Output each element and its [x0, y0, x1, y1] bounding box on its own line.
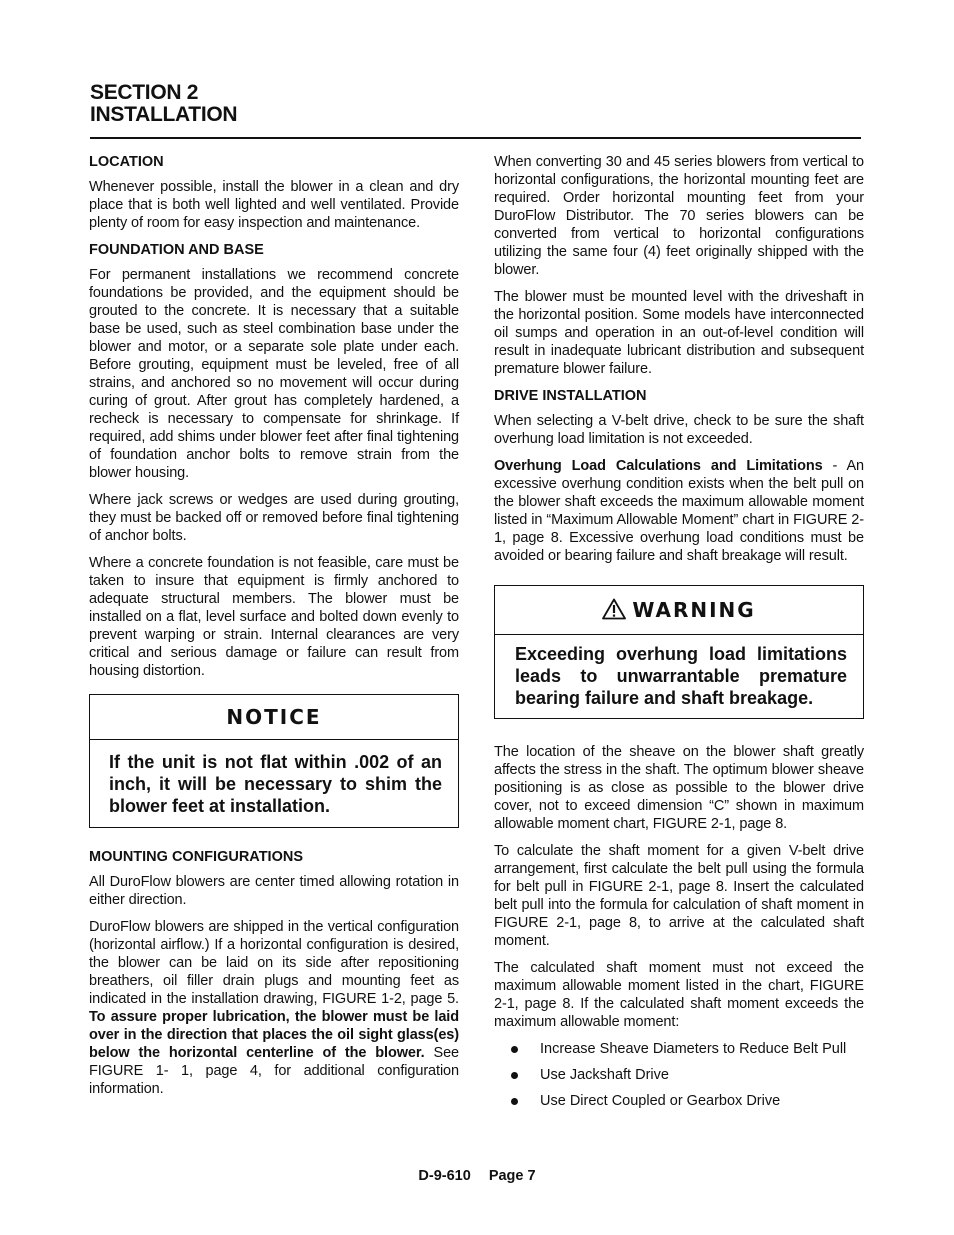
mounting-heading: MOUNTING CONFIGURATIONS [89, 849, 303, 865]
warning-triangle-icon [602, 589, 626, 637]
header-rule [90, 137, 861, 139]
drive-paragraph-1: When selecting a V-belt drive, check to be sure the shaft overhung load limitation is not exceeded. [494, 413, 864, 447]
warning-box [494, 585, 864, 719]
list-item: Use Jackshaft Drive [494, 1066, 864, 1084]
bullet-icon [511, 1072, 518, 1079]
notice-box [89, 694, 459, 828]
foundation-paragraph-3: Where a concrete foundation is not feasible, care must be taken to insure that equipment is firmly anchored to adequate structural members. The blower must be installed on a flat, level surface and bolted down evenly to prevent warping or strain. Internal clearances are very critical and serious damage or failure can result from housing distortion. [89, 555, 459, 679]
bullet-icon [511, 1098, 518, 1105]
sheave-paragraph-3: The calculated shaft moment must not exceed the maximum allowable moment listed in the chart, FIGURE 2-1, page 8. If the calculated shaft moment exceeds the maximum allowable moment: [494, 960, 864, 1030]
warning-body: Exceeding overhung load limitations leads to unwarrantable premature bearing failure and shaft breakage. [515, 644, 847, 708]
right-column [494, 153, 864, 1118]
location-heading: LOCATION [89, 154, 164, 170]
page-number: Page 7 [488, 1168, 536, 1184]
sheave-paragraph-1: The location of the sheave on the blower shaft greatly affects the stress in the shaft. The optimum blower sheave positioning is as close as possible to the blower drive cover, not to exceed dimension “C” shown in maximum allowable moment chart, FIGURE 2-1, page 8. [494, 744, 864, 832]
converting-paragraph: When converting 30 and 45 series blowers from vertical to horizontal configurations, the horizontal mounting feet are required. Order horizontal mounting feet from your DuroFlow Distributor. The 70 series blowers can be converted from vertical to horizontal configurations utilizing the same four (4) feet originally shipped with the blower. [494, 154, 864, 278]
warning-title: WARNING [632, 598, 756, 622]
overhung-text: - An excessive overhung condition exists when the belt pull on the blower shaft exceeds the maximum allowable moment listed in “Maximum Allowable Moment” chart in FIGURE 2-1, page 8. Excessive overhung load conditions must be avoided or bearing failure and shaft breakage will result. [494, 458, 865, 564]
notice-body: If the unit is not flat within .002 of an inch, it will be necessary to shim the blower feet at installation. [109, 752, 442, 816]
mounting-paragraph-2 [89, 918, 459, 1098]
level-mounting-paragraph: The blower must be mounted level with the driveshaft in the horizontal position. Some models have interconnected oil sumps and operation in an out-of-level condition will result in inadequate lubricant distribution and subsequent premature blower failure. [494, 289, 864, 377]
section-title [90, 82, 237, 126]
mounting-text-start: DuroFlow blowers are shipped in the vertical configuration (horizontal airflow.) If a horizontal configuration is desired, the blower can be laid on its side after repositioning breathers, oil filler drain plugs and mounting feet as indicated in the installation drawing, FIGURE 1-2, page 5. [89, 919, 459, 1007]
mounting-paragraph-1: All DuroFlow blowers are center timed allowing rotation in either direction. [89, 874, 459, 908]
page-footer [0, 1168, 954, 1184]
notice-title: NOTICE [90, 695, 458, 740]
drive-heading: DRIVE INSTALLATION [494, 388, 647, 404]
list-item: Increase Sheave Diameters to Reduce Belt Pull [494, 1040, 864, 1058]
section-number: SECTION 2 [90, 81, 199, 104]
foundation-paragraph-2: Where jack screws or wedges are used during grouting, they must be backed off or removed before final tightening of anchor bolts. [89, 492, 459, 544]
location-paragraph: Whenever possible, install the blower in a clean and dry place that is both well lighted and well ventilated. Provide plenty of room for easy inspection and maintenance. [89, 179, 459, 231]
list-item: Use Direct Coupled or Gearbox Drive [494, 1092, 864, 1110]
overhung-heading: Overhung Load Calculations and Limitations [494, 458, 823, 474]
left-column [89, 153, 459, 1107]
sheave-paragraph-2: To calculate the shaft moment for a given V-belt drive arrangement, first calculate the belt pull using the formula for belt pull in FIGURE 2-1, page 8. Insert the calculated belt pull into the formula for calculation of shaft moment in FIGURE 2-1, page 8, to arrive at the calculated shaft moment. [494, 843, 864, 949]
section-name: INSTALLATION [90, 103, 238, 126]
bullet-icon [511, 1046, 518, 1053]
drive-paragraph-2 [494, 457, 864, 565]
mounting-text-bold: To assure proper lubrication, the blower must be laid over in the direction that places the oil sight glass(es) below the horizontal centerline of the blower. [89, 1009, 459, 1061]
foundation-heading: FOUNDATION AND BASE [89, 242, 264, 258]
mounting-text-end: See FIGURE 1- 1, page 4, for additional configuration information. [89, 1045, 459, 1097]
remedy-list [494, 1040, 864, 1110]
warning-title-bar [495, 586, 863, 635]
document-number: D-9-610 [418, 1168, 471, 1184]
foundation-paragraph-1: For permanent installations we recommend concrete foundations be provided, and the equipment should be grouted to the concrete. It is necessary that a suitable base be used, such as steel combination base under the blower and motor, or a separate sole plate under each. Before grouting, equipment must be leveled, free of all strains, and anchored so no movement will occur during curing of grout. After grout has completely hardened, a recheck is necessary to compensate for shrinkage. If required, add shims under blower feet after final tightening of foundation anchor bolts to remove strain from the blower housing. [89, 267, 459, 481]
